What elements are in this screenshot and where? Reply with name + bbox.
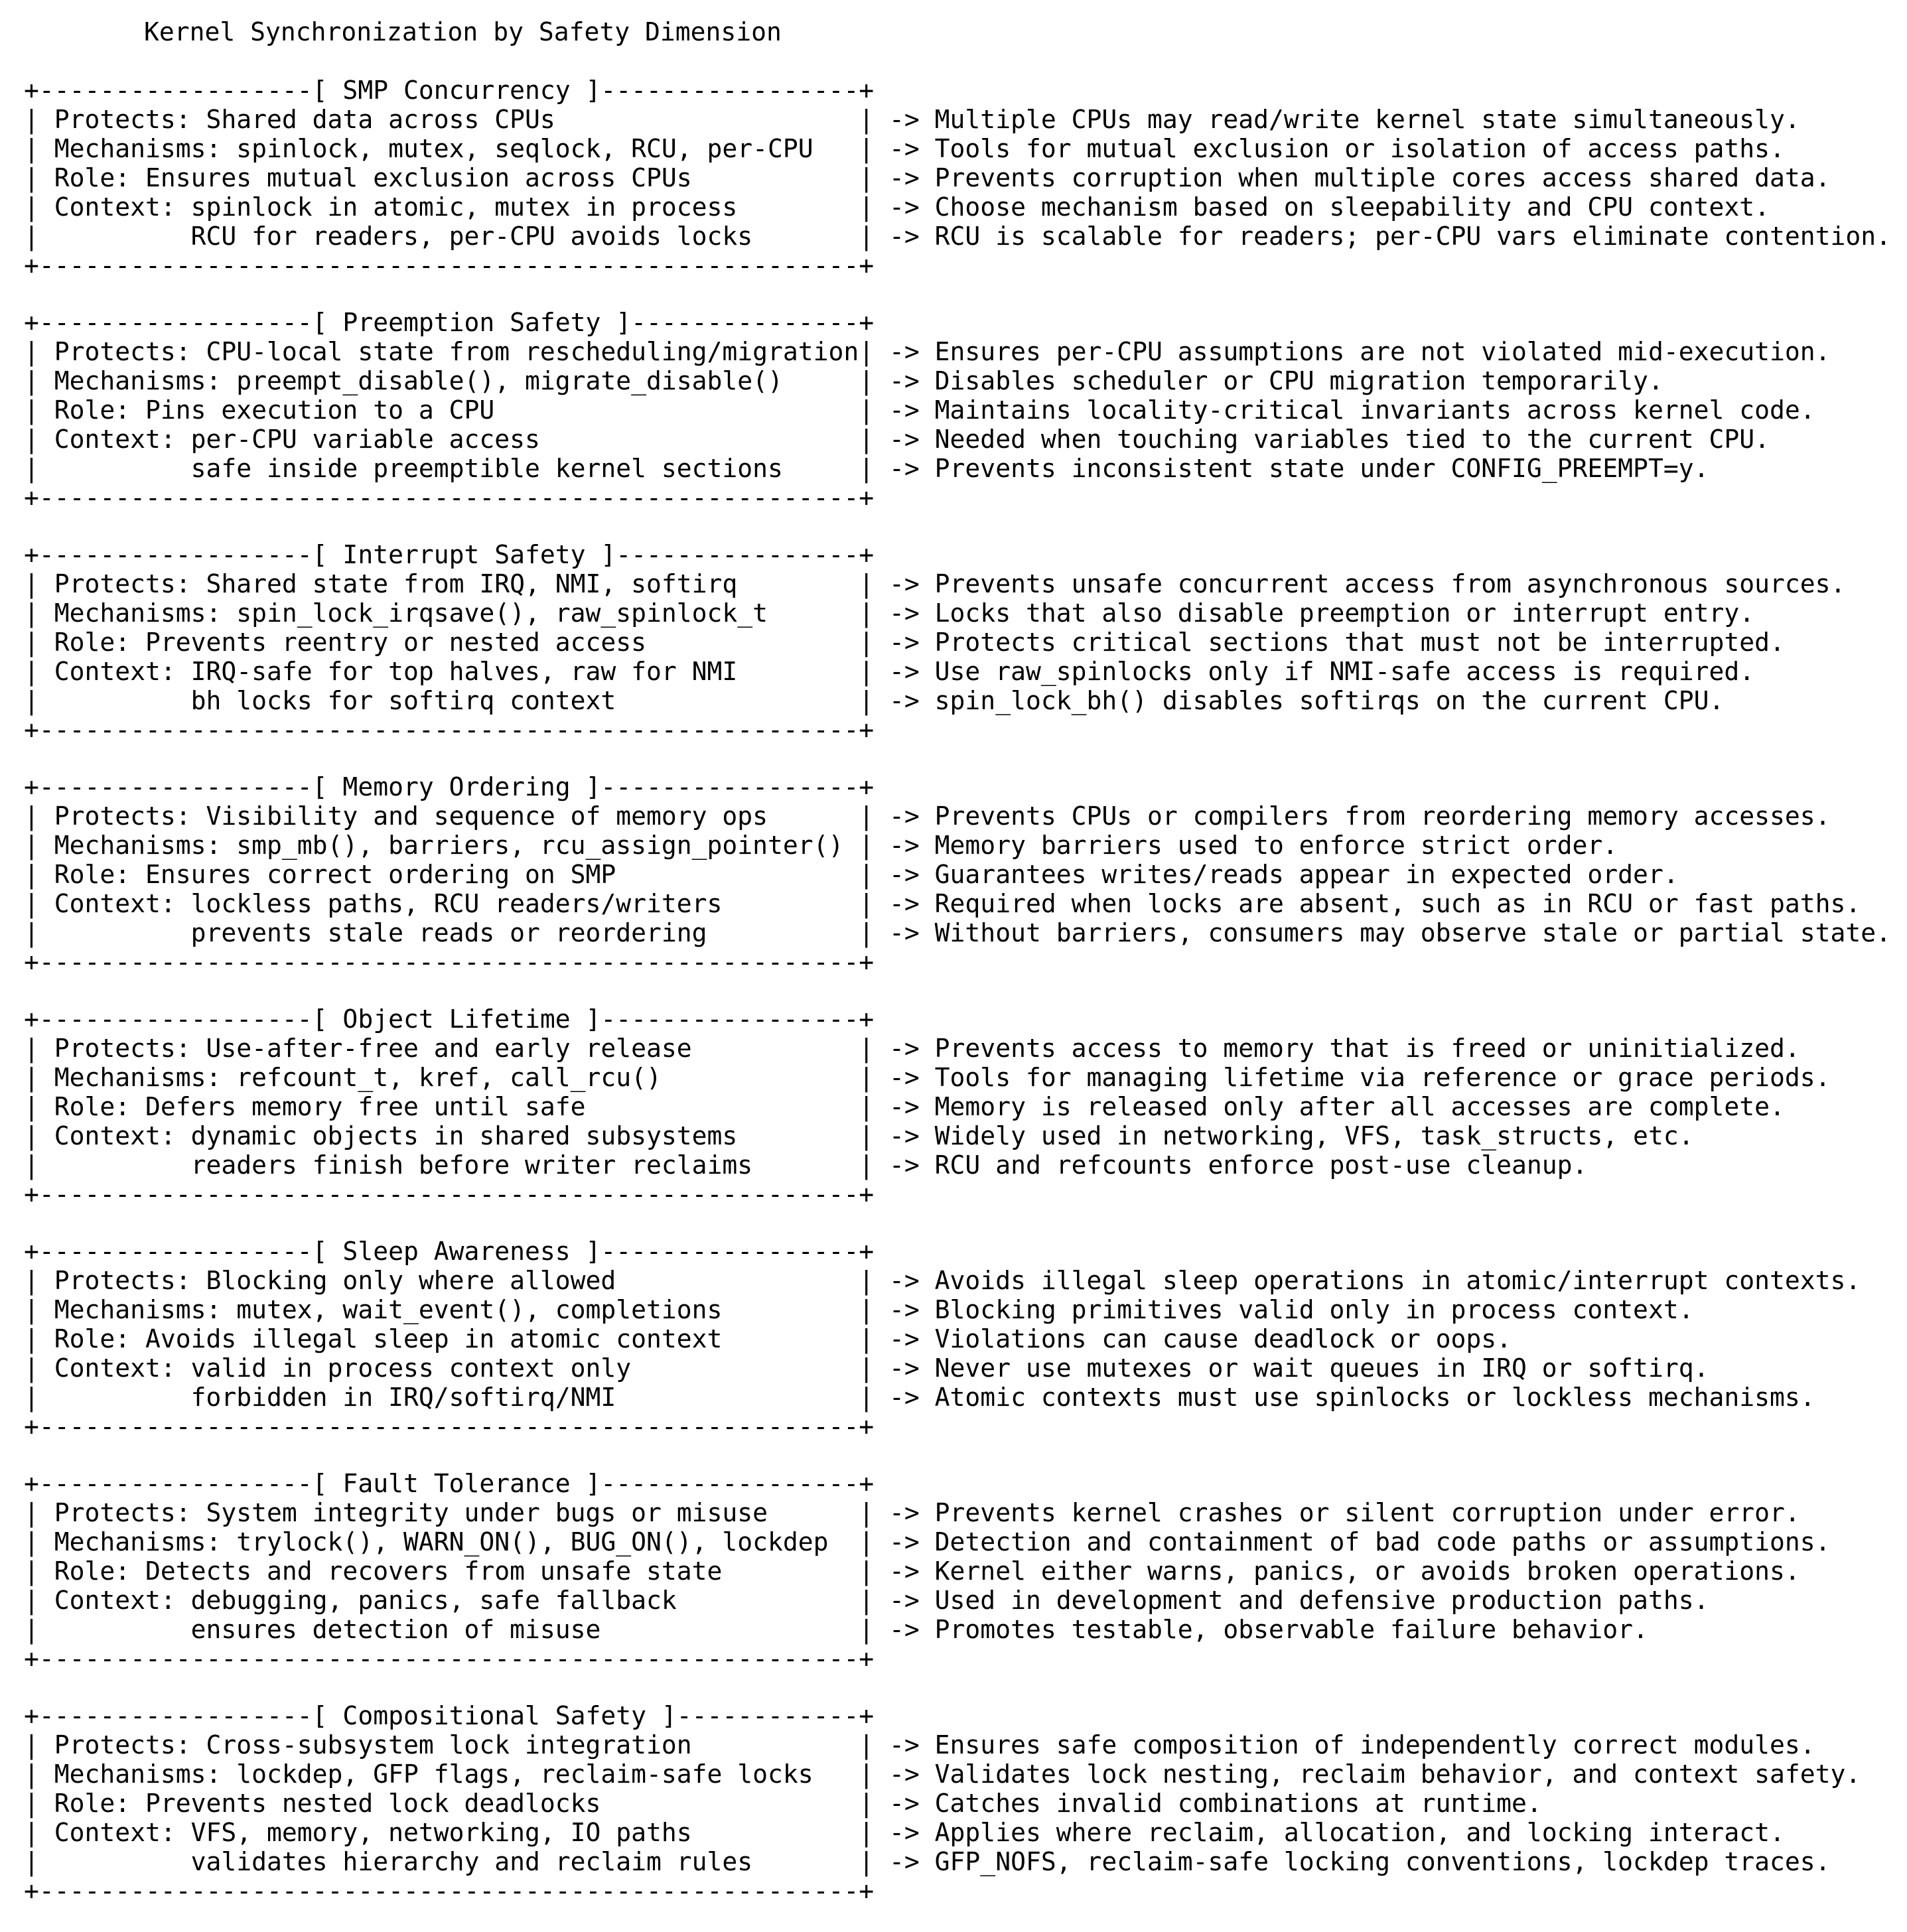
section-line: | Context: VFS, memory, networking, IO paths | -> Applies where reclaim, allocation, and locking interact. [24, 1818, 1785, 1847]
section-line: | Role: Ensures mutual exclusion across CPUs | -> Prevents corruption when multiple cores access shared data. [24, 163, 1831, 192]
section-header: +------------------[ Preemption Safety ]---------------+ [24, 308, 875, 337]
section-header: +------------------[ Fault Tolerance ]-----------------+ [24, 1469, 875, 1498]
section-header: +------------------[ Sleep Awareness ]-----------------+ [24, 1237, 875, 1266]
section-header: +------------------[ Object Lifetime ]-----------------+ [24, 1004, 875, 1034]
section-footer: +------------------------------------------------------+ [24, 715, 875, 744]
section-line: | Context: dynamic objects in shared subsystems | -> Widely used in networking, VFS, task_structs, etc. [24, 1121, 1694, 1150]
section-line: | safe inside preemptible kernel sections | -> Prevents inconsistent state under CONFIG_PREEMPT=y. [24, 454, 1709, 483]
section-line: | Mechanisms: preempt_disable(), migrate_disable() | -> Disables scheduler or CPU migration temporarily. [24, 366, 1663, 395]
section-line: | Protects: Visibility and sequence of memory ops | -> Prevents CPUs or compilers from reordering memory accesses. [24, 801, 1831, 831]
section-line: | Mechanisms: mutex, wait_event(), completions | -> Blocking primitives valid only in process context. [24, 1295, 1694, 1324]
document-title: Kernel Synchronization by Safety Dimension [144, 17, 782, 46]
section-line: | Context: spinlock in atomic, mutex in process | -> Choose mechanism based on sleepability and CPU context. [24, 192, 1770, 222]
section-line: | Protects: System integrity under bugs or misuse | -> Prevents kernel crashes or silent corruption under error. [24, 1498, 1800, 1527]
section-footer: +------------------------------------------------------+ [24, 1644, 875, 1673]
section-line: | Mechanisms: spinlock, mutex, seqlock, RCU, per-CPU | -> Tools for mutual exclusion or isolation of access paths. [24, 134, 1785, 163]
section-line: | Mechanisms: spin_lock_irqsave(), raw_spinlock_t | -> Locks that also disable preemption or interrupt entry. [24, 598, 1755, 628]
section-line: | bh locks for softirq context | -> spin_lock_bh() disables softirqs on the current CPU. [24, 686, 1725, 715]
section-line: | Context: debugging, panics, safe fallback | -> Used in development and defensive production paths. [24, 1586, 1709, 1615]
section-line: | Context: per-CPU variable access | -> Needed when touching variables tied to the current CPU. [24, 425, 1770, 454]
section-line: | Protects: Use-after-free and early release | -> Prevents access to memory that is freed or uninitialized. [24, 1034, 1800, 1063]
section-footer: +------------------------------------------------------+ [24, 251, 875, 280]
section-footer: +------------------------------------------------------+ [24, 483, 875, 512]
section-line: | Mechanisms: trylock(), WARN_ON(), BUG_ON(), lockdep | -> Detection and containment of bad code paths or assumptions. [24, 1527, 1831, 1556]
section-line: | RCU for readers, per-CPU avoids locks | -> RCU is scalable for readers; per-CPU vars eliminate contention. [24, 222, 1891, 251]
section-line: | Mechanisms: lockdep, GFP flags, reclaim-safe locks | -> Validates lock nesting, reclaim behavior, and context safety. [24, 1760, 1861, 1789]
section-line: | forbidden in IRQ/softirq/NMI | -> Atomic contexts must use spinlocks or lockless mechanisms. [24, 1383, 1815, 1412]
section-line: | validates hierarchy and reclaim rules | -> GFP_NOFS, reclaim-safe locking conventions, lockdep traces. [24, 1847, 1831, 1876]
section-line: | Protects: Shared state from IRQ, NMI, softirq | -> Prevents unsafe concurrent access from asynchronous sources. [24, 569, 1846, 598]
section-footer: +------------------------------------------------------+ [24, 947, 875, 977]
section-line: | Context: IRQ-safe for top halves, raw for NMI | -> Use raw_spinlocks only if NMI-safe access is required. [24, 657, 1755, 686]
section-header: +------------------[ Compositional Safety ]------------+ [24, 1701, 875, 1730]
section-line: | Role: Prevents nested lock deadlocks | -> Catches invalid combinations at runtime. [24, 1789, 1542, 1818]
section-header: +------------------[ SMP Concurrency ]-----------------+ [24, 76, 875, 105]
section-line: | Protects: CPU-local state from rescheduling/migration| -> Ensures per-CPU assumptions are not violated mid-execution. [24, 337, 1831, 366]
section-line: | Role: Defers memory free until safe | -> Memory is released only after all accesses are complete. [24, 1092, 1785, 1121]
section-line: | ensures detection of misuse | -> Promotes testable, observable failure behavior. [24, 1615, 1648, 1644]
section-line: | Protects: Cross-subsystem lock integration | -> Ensures safe composition of independently correct modules. [24, 1730, 1815, 1760]
section-line: | Protects: Blocking only where allowed | -> Avoids illegal sleep operations in atomic/interrupt contexts. [24, 1266, 1861, 1295]
section-line: | Role: Detects and recovers from unsafe state | -> Kernel either warns, panics, or avoids broken operations. [24, 1556, 1800, 1586]
section-line: | Context: lockless paths, RCU readers/writers | -> Required when locks are absent, such as in RCU or fast paths. [24, 889, 1861, 918]
section-footer: +------------------------------------------------------+ [24, 1876, 875, 1905]
section-header: +------------------[ Interrupt Safety ]----------------+ [24, 540, 875, 569]
section-line: | Protects: Shared data across CPUs | -> Multiple CPUs may read/write kernel state simultaneously. [24, 105, 1800, 134]
section-footer: +------------------------------------------------------+ [24, 1180, 875, 1209]
section-header: +------------------[ Memory Ordering ]-----------------+ [24, 772, 875, 801]
section-line: | prevents stale reads or reordering | -> Without barriers, consumers may observe stale or partial state. [24, 918, 1891, 947]
section-line: | Role: Prevents reentry or nested access | -> Protects critical sections that must not be interrupted. [24, 628, 1785, 657]
section-footer: +------------------------------------------------------+ [24, 1412, 875, 1441]
section-line: | Mechanisms: refcount_t, kref, call_rcu() | -> Tools for managing lifetime via reference or grace periods. [24, 1063, 1831, 1092]
section-line: | readers finish before writer reclaims | -> RCU and refcounts enforce post-use cleanup. [24, 1150, 1588, 1180]
section-line: | Context: valid in process context only | -> Never use mutexes or wait queues in IRQ or softirq. [24, 1353, 1709, 1383]
section-line: | Role: Avoids illegal sleep in atomic context | -> Violations can cause deadlock or oops. [24, 1324, 1512, 1353]
section-line: | Role: Pins execution to a CPU | -> Maintains locality-critical invariants across kernel code. [24, 395, 1815, 425]
section-line: | Role: Ensures correct ordering on SMP | -> Guarantees writes/reads appear in expected order. [24, 860, 1679, 889]
section-line: | Mechanisms: smp_mb(), barriers, rcu_assign_pointer() | -> Memory barriers used to enforce strict order. [24, 831, 1618, 860]
